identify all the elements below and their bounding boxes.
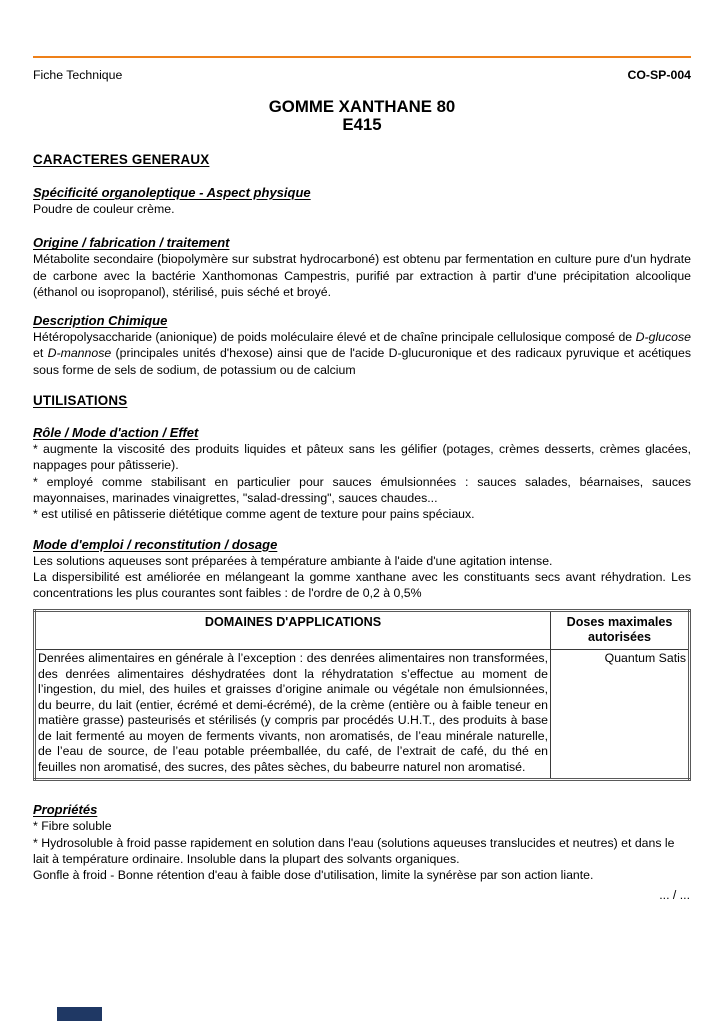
origine-body: Métabolite secondaire (biopolymère sur substrat hydrocarboné) est obtenu par fermentation en culture pure d'un hydrate de carbone avec la bactérie Xanthomonas Campestris, purifié par extraction à partir d'une précipitation alcoolique (éthanol ou isopropanol), stérilisé, puis séché et broyé.	[33, 252, 691, 299]
table-header-row	[35, 611, 690, 650]
continuation-mark: ... / ...	[659, 887, 690, 902]
description-text-1: Hétéropolysaccharide (anionique) de poids moléculaire élevé et de chaîne principale cellulosique composé de	[33, 330, 636, 345]
description-body	[33, 329, 691, 378]
mode-emploi-para: La dispersibilité est améliorée en mélangeant la gomme xanthane avec les constituants secs avant réhydration. Les concentrations les plus courantes sont faibles : de l'ordre de 0,2 à 0,5%	[33, 569, 691, 601]
description-text-3: (principales unités d'hexose) ainsi que de l'acide D-glucuronique et des radicaux pyruvique et acétiques sous forme de sels de sodium, de potassium ou de calcium	[33, 346, 691, 377]
table-cell-domaines: Denrées alimentaires en générale à l’exception : des denrées alimentaires non transformées, des denrées alimentaires déshydratées dont la réhydratation s’effectue au moment de l’ingestion, du miel, des huiles et graisses d’origine animale ou végétale non émulsionnées, du beurre, du lait (entier, écrémé et demi-écrémé), de la crème (entière ou à faible teneur en matière grasse) pasteurisés et stérilisés (y compris par procédés U.H.T., des produits à base de lait fermenté au moyen de ferments vivants, non aromatisés, de l’eau minérale naturelle, de l’eau de source, de l’eau potable préemballée, du café, de l’extrait de café, du thé en feuilles non aromatisé, des sucres, des pâtes sèches, du babeurre naturel non aromatisé.	[35, 650, 551, 780]
additive-number: E415	[342, 114, 382, 134]
doc-code: CO-SP-004	[627, 68, 691, 82]
product-name: GOMME XANTHANE 80	[268, 97, 456, 116]
document-header	[33, 68, 691, 83]
doc-type-label: Fiche Technique	[33, 68, 123, 82]
section-heading-utilisations: UTILISATIONS	[33, 393, 128, 409]
description-term-d-glucose: D-glucose	[635, 330, 691, 345]
subsection-heading-mode-emploi: Mode d'emploi / reconstitution / dosage	[33, 536, 278, 552]
section-heading-caracteres-generaux: CARACTERES GENERAUX	[33, 152, 210, 167]
subsection-heading-origine: Origine / fabrication / traitement	[33, 235, 230, 251]
header-rule	[33, 56, 691, 58]
role-item: * est utilisé en pâtisserie diététique comme agent de texture pour pains spéciaux.	[33, 507, 475, 522]
specificite-body: Poudre de couleur crème.	[33, 202, 175, 216]
table-header-doses: Doses maximales autorisées	[551, 611, 690, 650]
footer-page-mark	[57, 1007, 102, 1021]
proprietes-item: Gonfle à froid - Bonne rétention d'eau à faible dose d'utilisation, limite la synérèse par son action liante.	[33, 868, 594, 883]
description-term-d-mannose: D-mannose	[47, 346, 112, 361]
page-title	[33, 98, 691, 133]
subsection-heading-specificite: Spécificité organoleptique - Aspect physique	[33, 185, 311, 200]
applications-table	[33, 609, 691, 781]
subsection-heading-proprietes: Propriétés	[33, 802, 98, 818]
table-cell-dose: Quantum Satis	[551, 650, 690, 780]
proprietes-item: * Fibre soluble	[33, 819, 112, 834]
mode-emploi-para: Les solutions aqueuses sont préparées à température ambiante à l'aide d'une agitation intense.	[33, 553, 553, 568]
role-item: * employé comme stabilisant en particulier pour sauces émulsionnées : sauces salades, béarnaises, sauces mayonnaises, marinades vinaigrettes, "salad-dressing", sauces chaudes...	[33, 474, 691, 505]
subsection-heading-role: Rôle / Mode d'action / Effet	[33, 425, 199, 441]
proprietes-item: * Hydrosoluble à froid passe rapidement en solution dans l'eau (solutions aqueuses translucides et neutres) et dans le lait à température ordinaire. Insoluble dans la plupart des solvants organiques.	[33, 835, 675, 867]
table-header-domaines: DOMAINES D'APPLICATIONS	[35, 611, 551, 650]
role-item: * augmente la viscosité des produits liquides et pâteux sans les gélifier (potages, crèmes desserts, crèmes glacées, nappages pour pâtisserie).	[33, 442, 691, 473]
description-text-2: et	[33, 346, 48, 361]
subsection-heading-description-chimique: Description Chimique	[33, 313, 168, 329]
table-row	[35, 650, 690, 780]
